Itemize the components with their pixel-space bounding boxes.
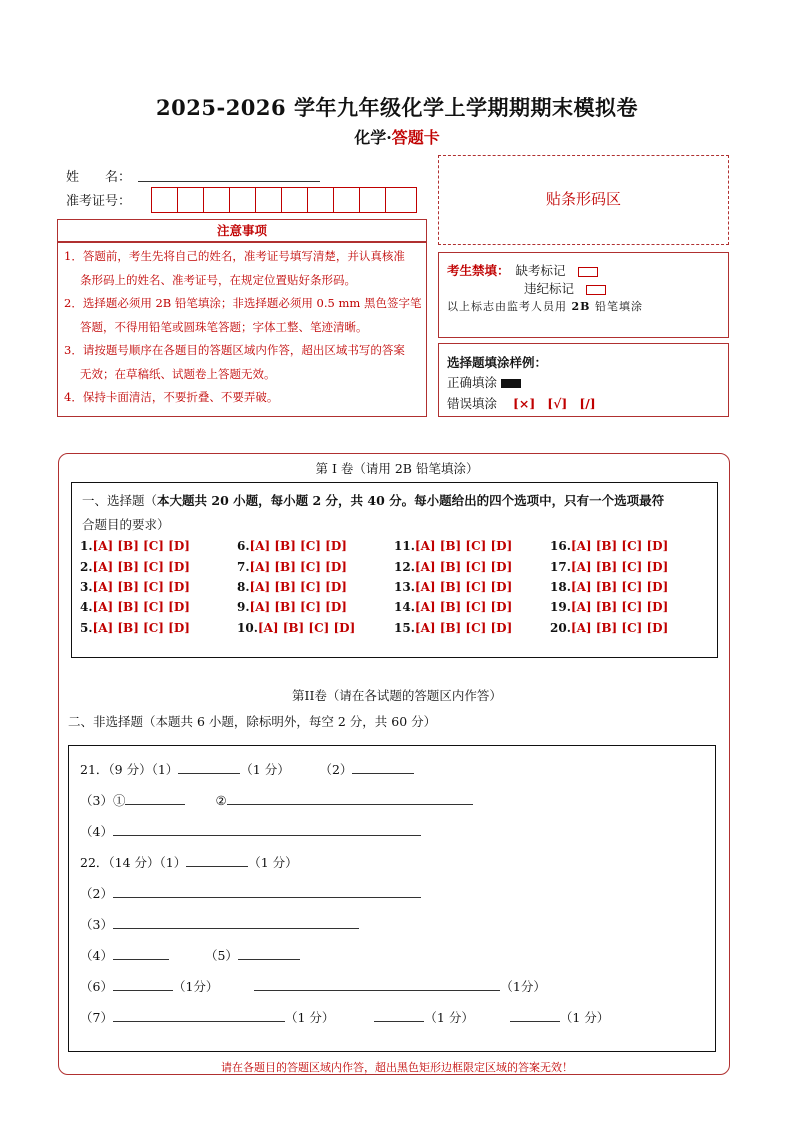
question-number: 4. — [80, 600, 93, 614]
mc-question-19[interactable] — [550, 600, 668, 614]
mc-question-20[interactable] — [550, 621, 668, 635]
barcode-label: 贴条形码区 — [545, 190, 621, 208]
answer-options[interactable]: [A] [B] [C] [D] — [414, 539, 513, 553]
q22-2-blank[interactable] — [113, 885, 421, 898]
mc-question-3[interactable] — [80, 580, 190, 594]
notice-item-2-cont: 答题，不得用铅笔或圆珠笔答题；字体工整、笔迹清晰。 — [80, 319, 368, 334]
subtitle-subject: 化学· — [354, 128, 392, 147]
footer-warning: 请在各题目的答题区域内作答，超出黑色矩形边框限定区域的答案无效！ — [221, 1061, 573, 1074]
mc-question-14[interactable] — [394, 600, 512, 614]
mc-question-16[interactable] — [550, 539, 668, 553]
mc-question-15[interactable] — [394, 621, 512, 635]
answer-options[interactable]: [A] [B] [C] [D] — [249, 539, 347, 553]
q22-line5: （6） （1分） （1分） — [80, 979, 546, 994]
answer-options[interactable]: [A] [B] [C] [D] — [249, 580, 347, 594]
answer-options[interactable]: [A] [B] [C] [D] — [570, 621, 669, 635]
forbidden-note: 以上标志由监考人员用 2B 铅笔填涂 — [447, 300, 643, 313]
question-number: 16. — [550, 539, 571, 553]
part1-heading: 第 I 卷（请用 2B 铅笔填涂） — [315, 461, 479, 476]
id-digit-box[interactable] — [178, 188, 204, 212]
mc-question-12[interactable] — [394, 560, 512, 574]
mc-question-6[interactable] — [237, 539, 347, 553]
absent-mark-box[interactable] — [578, 267, 598, 277]
page-title: 2025-2026 学年九年级化学上学期期期末模拟卷 — [156, 95, 638, 120]
question-number: 2. — [80, 560, 93, 574]
question-number: 14. — [394, 600, 415, 614]
answer-options[interactable]: [A] [B] [C] [D] — [92, 539, 190, 553]
question-number: 5. — [80, 621, 93, 635]
answer-options[interactable]: [A] [B] [C] [D] — [414, 600, 513, 614]
id-digit-box[interactable] — [386, 188, 412, 212]
name-field[interactable] — [138, 165, 320, 182]
mc-question-2[interactable] — [80, 560, 190, 574]
id-label: 准考证号： — [66, 194, 132, 209]
name-label: 姓 名： — [66, 170, 132, 185]
mc-question-4[interactable] — [80, 600, 190, 614]
q22-3-blank[interactable] — [113, 916, 359, 929]
forbidden-row-absent — [447, 261, 598, 279]
violation-label: 违纪标记 — [524, 281, 575, 296]
q21-line3: （4） — [80, 822, 421, 840]
question-number: 11. — [394, 539, 415, 553]
notice-item-3: 3．请按题号顺序在各题目的答题区域内作答，超出区域书写的答案 — [64, 343, 405, 357]
mc-question-8[interactable] — [237, 580, 347, 594]
filled-block-icon — [501, 379, 521, 388]
question-number: 6. — [237, 539, 250, 553]
id-digit-box[interactable] — [360, 188, 386, 212]
mc-question-10[interactable] — [237, 621, 355, 635]
q22-line2: （2） — [80, 884, 421, 902]
notice-item-4: 4．保持卡面清洁，不要折叠、不要弄破。 — [64, 390, 279, 404]
q21-2-blank[interactable] — [352, 761, 414, 774]
question-number: 15. — [394, 621, 415, 635]
notice-item-1-cont: 条形码上的姓名、准考证号，在规定位置贴好条形码。 — [80, 272, 356, 287]
fill-example-title: 选择题填涂样例： — [447, 355, 548, 370]
mc-question-17[interactable] — [550, 560, 668, 574]
id-digit-box[interactable] — [282, 188, 308, 212]
mc-section-line1: 一、选择题（本大题共 20 小题，每小题 2 分，共 40 分。每小题给出的四个选项中，只有一个选项最符 — [82, 493, 665, 508]
question-number: 7. — [237, 560, 250, 574]
answer-options[interactable]: [A] [B] [C] [D] — [414, 580, 513, 594]
notice-title-box — [57, 219, 427, 242]
q21-4-blank[interactable] — [113, 823, 421, 836]
q22-5-blank[interactable] — [238, 947, 300, 960]
id-digit-box[interactable] — [334, 188, 360, 212]
notice-item-1: 1．答题前，考生先将自己的姓名，准考证号填写清楚，并认真核准 — [64, 249, 405, 263]
exam-forbidden-box — [438, 252, 729, 338]
question-number: 3. — [80, 580, 93, 594]
mc-question-7[interactable] — [237, 560, 347, 574]
q22-line3: （3） — [80, 915, 359, 933]
id-digit-box[interactable] — [308, 188, 334, 212]
q22-line6: （7） （1 分） （1 分） （1 分） — [80, 1010, 610, 1025]
q22-line1: 22．（14 分）（1） （1 分） — [80, 855, 298, 870]
fill-correct: 正确填涂 — [447, 373, 521, 391]
mc-section-line2: 合题目的要求） — [82, 517, 170, 532]
notice-title: 注意事项 — [216, 223, 267, 238]
answer-options[interactable]: [A] [B] [C] [D] — [92, 600, 190, 614]
id-digit-box[interactable] — [256, 188, 282, 212]
q21-3a-blank[interactable] — [125, 792, 185, 805]
id-digit-box[interactable] — [204, 188, 230, 212]
answer-options[interactable]: [A] [B] [C] [D] — [570, 560, 669, 574]
q22-7c-blank[interactable] — [510, 1009, 560, 1022]
mc-question-13[interactable] — [394, 580, 512, 594]
exam-id-boxes[interactable] — [151, 187, 417, 213]
question-number: 1. — [80, 539, 93, 553]
notice-box — [57, 242, 427, 417]
mc-question-18[interactable] — [550, 580, 668, 594]
q22-4-blank[interactable] — [113, 947, 169, 960]
answer-options[interactable]: [A] [B] [C] [D] — [570, 580, 669, 594]
question-number: 10. — [237, 621, 258, 635]
id-digit-box[interactable] — [230, 188, 256, 212]
question-number: 12. — [394, 560, 415, 574]
fill-wrong: 错误填涂 [×] [√] [/] — [447, 396, 596, 411]
answer-options[interactable]: [A] [B] [C] [D] — [570, 600, 669, 614]
notice-item-2: 2．选择题必须用 2B 铅笔填涂；非选择题必须用 0.5 mm 黑色签字笔 — [64, 296, 422, 310]
q22-line4: （4） （5） — [80, 946, 300, 964]
answer-options[interactable]: [A] [B] [C] [D] — [249, 560, 347, 574]
answer-options[interactable]: [A] [B] [C] [D] — [92, 560, 190, 574]
q21-3b-blank[interactable] — [227, 792, 473, 805]
q22-6b-blank[interactable] — [254, 978, 500, 991]
part2-section: 二、非选择题（本题共 6 小题，除标明外，每空 2 分，共 60 分） — [68, 714, 437, 729]
answer-options[interactable]: [A] [B] [C] [D] — [414, 621, 513, 635]
question-number: 19. — [550, 600, 571, 614]
question-number: 9. — [237, 600, 250, 614]
fill-example-box — [438, 343, 729, 417]
q22-7b-blank[interactable] — [374, 1009, 424, 1022]
mc-question-1[interactable] — [80, 539, 190, 553]
answer-options[interactable]: [A] [B] [C] [D] — [249, 600, 347, 614]
notice-item-3-cont: 无效；在草稿纸、试题卷上答题无效。 — [80, 366, 276, 381]
q22-6a-blank[interactable] — [113, 978, 173, 991]
absent-label: 缺考标记 — [515, 263, 566, 278]
barcode-area — [438, 155, 729, 245]
q21-line2: （3）① ② — [80, 791, 473, 809]
forbidden-row-violation — [524, 279, 606, 297]
question-number: 20. — [550, 621, 571, 635]
mc-question-9[interactable] — [237, 600, 347, 614]
subtitle-card: 答题卡 — [391, 128, 440, 147]
q21-line1: 21．（9 分）（1） （1 分） （2） — [80, 760, 414, 778]
q22-1-blank[interactable] — [186, 854, 248, 867]
part2-heading: 第II卷（请在各试题的答题区内作答） — [292, 688, 502, 703]
answer-options[interactable]: [A] [B] [C] [D] — [257, 621, 356, 635]
mc-question-5[interactable] — [80, 621, 190, 635]
page-subtitle — [0, 125, 794, 148]
question-number: 8. — [237, 580, 250, 594]
violation-mark-box[interactable] — [586, 285, 606, 295]
answer-options[interactable]: [A] [B] [C] [D] — [92, 580, 190, 594]
forbidden-label: 考生禁填： — [447, 263, 510, 278]
answer-options[interactable]: [A] [B] [C] [D] — [414, 560, 513, 574]
question-number: 17. — [550, 560, 571, 574]
question-number: 18. — [550, 580, 571, 594]
question-number: 13. — [394, 580, 415, 594]
answer-options[interactable]: [A] [B] [C] [D] — [92, 621, 190, 635]
q21-1-blank[interactable] — [178, 761, 240, 774]
id-digit-box[interactable] — [152, 188, 178, 212]
q22-7a-blank[interactable] — [113, 1009, 285, 1022]
mc-question-11[interactable] — [394, 539, 512, 553]
answer-options[interactable]: [A] [B] [C] [D] — [570, 539, 669, 553]
